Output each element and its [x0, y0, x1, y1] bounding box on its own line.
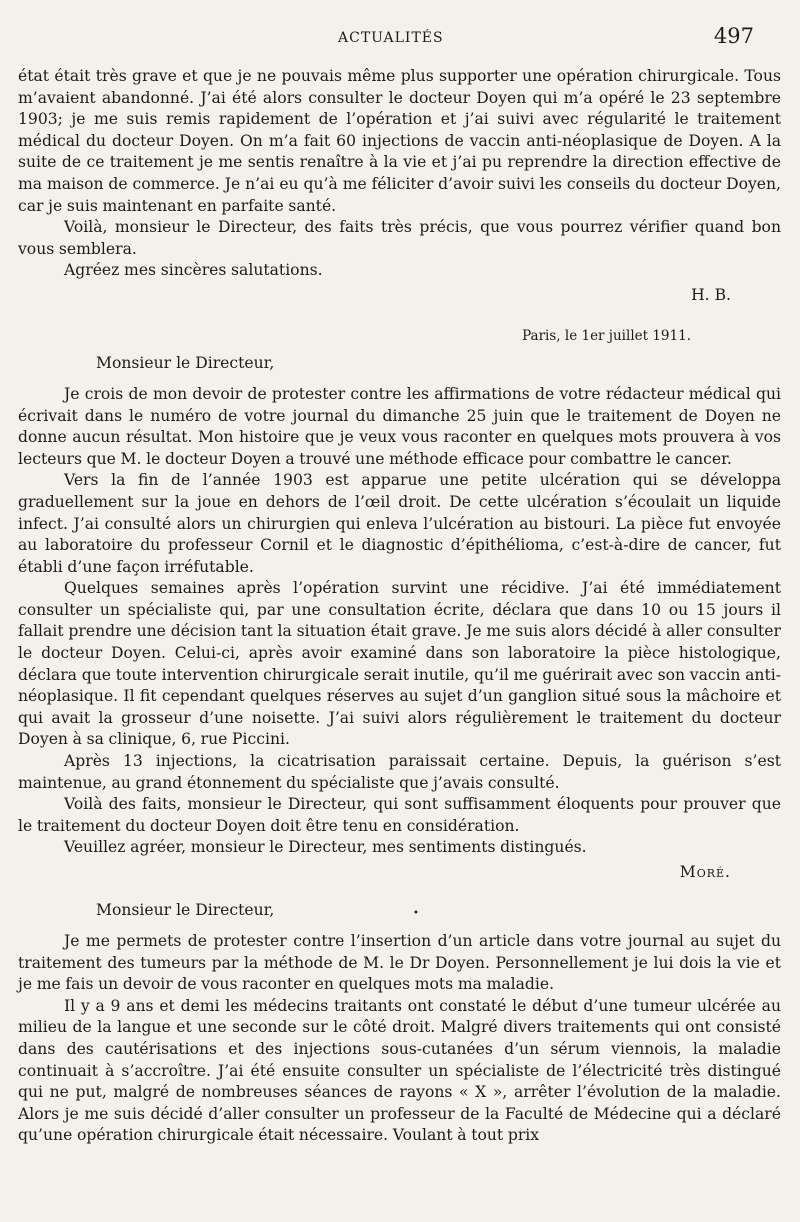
- letter2-paragraph-2: Vers la fin de l’année 1903 est apparue une petite ulcération qui se développa graduellement sur la joue en dehors de l’œil droit. De cette ulcération s’écoulait un liquide infect. J’ai consulté alors un chirurgien qui enleva l’ulcération au bistouri. La pièce fut envoyée au laboratoire du professeur Cornil et le diagnostic d’épithélioma, c’est-à-dire de cancer, fut établi d’une façon irréfutable.: [18, 471, 781, 576]
- letter-hb: [18, 66, 781, 304]
- letter3-paragraph-2: Il y a 9 ans et demi les médecins traitants ont constaté le début d’une tumeur ulcérée au milieu de la langue et une seconde sur le côté droit. Malgré divers traitements qui ont consisté dans des cautérisations et des injections sous-cutanées d’un sérum viennois, la maladie continuait à s’accroître. J’ai été ensuite consulter un spécialiste de l’électricité très distingué qui ne put, malgré de nombreuses séances de rayons « X », arrêter l’évolution de la maladie. Alors je me suis décidé d’aller consulter un professeur de la Faculté de Médecine qui a déclaré qu’une opération chirurgicale était nécessaire. Voulant à tout prix: [18, 996, 781, 1145]
- letter2-paragraph-3: Quelques semaines après l’opération survint une récidive. J’ai été immédiatement consulter un spécialiste qui, par une consultation écrite, déclara que dans 10 ou 15 jours il fallait prendre une décision tant la situation était grave. Je me suis alors décidé à aller consulter le docteur Doyen. Celui-ci, après avoir examiné dans son laboratoire la pièce histologique, déclara que toute intervention chirurgicale serait inutile, qu’il me guérirait avec son vaccin anti-néoplasique. Il fit cependant quelques réserves au sujet d’un ganglion situé sous la mâchoire et qui avait la grosseur d’une noisette. J’ai suivi alors régulièrement le traitement du docteur Doyen à sa clinique, 6, rue Piccini.: [18, 579, 781, 749]
- letter2-date: Paris, le 1er juillet 1911.: [522, 327, 691, 344]
- letter2-signature: Moré.: [679, 863, 731, 881]
- letter1-closing: Agréez mes sincères salutations.: [64, 261, 323, 280]
- letter2-paragraph-1: Je crois de mon devoir de protester contre les affirmations de votre rédacteur médical qui écrivait dans le numéro de votre journal du dimanche 25 juin que le traitement de Doyen ne donne aucun résultat. Mon histoire que je veux vous raconter en quelques mots prouvera à vos lecteurs que M. le docteur Doyen a trouvé une méthode efficace pour combattre le cancer.: [18, 384, 781, 468]
- letter1-signature: H. B.: [691, 285, 731, 304]
- section-spacer: [18, 881, 781, 891]
- letter1-paragraph-2: Voilà, monsieur le Directeur, des faits très précis, que vous pourrez vérifier quand bon vous semblera.: [18, 218, 781, 258]
- stray-print-mark: •: [413, 908, 419, 919]
- letter3-paragraph-1: Je me permets de protester contre l’insertion d’un article dans votre journal au sujet du traitement des tumeurs par la méthode de M. le Dr Doyen. Personnellement je lui dois la vie et je me fais un devoir de vous raconter en quelques mots ma maladie.: [18, 932, 781, 994]
- letter3-salutation: Monsieur le Directeur,: [96, 901, 275, 919]
- letter1-paragraph-1: état était très grave et que je ne pouvais même plus supporter une opération chirurgicale. Tous m’avaient abandonné. J’ai été alors consulter le docteur Doyen qui m’a opéré le 23 septembre 1903; je me suis remis rapidement de l’opération et j’ai suivi avec régularité le traitement médical du docteur Doyen. On m’a fait 60 injections de vaccin anti-néoplasique de Doyen. A la suite de ce traitement je me sentis renaître à la vie et j’ai pu reprendre la direction effective de ma maison de commerce. Je n’ai eu qu’à me féliciter d’avoir suivi les conseils du docteur Doyen, car je suis maintenant en parfaite santé.: [18, 67, 781, 215]
- letter-third: [18, 901, 781, 1147]
- page-body: [18, 66, 781, 1147]
- letter2-paragraph-5: Voilà des faits, monsieur le Directeur, qui sont suffisamment éloquents pour prouver que le traitement du docteur Doyen doit être tenu en considération.: [18, 795, 781, 835]
- letter2-closing: Veuillez agréer, monsieur le Directeur, mes sentiments distingués.: [64, 838, 587, 857]
- page-header: [0, 20, 800, 60]
- letter-more: [18, 328, 781, 881]
- letter2-paragraph-4: Après 13 injections, la cicatrisation paraissait certaine. Depuis, la guérison s’est maintenue, au grand étonnement du spécialiste que j’avais consulté.: [18, 752, 781, 792]
- page-number: 497: [713, 24, 754, 48]
- letter2-salutation: Monsieur le Directeur,: [96, 353, 275, 372]
- running-title: ACTUALITÉS: [338, 30, 444, 46]
